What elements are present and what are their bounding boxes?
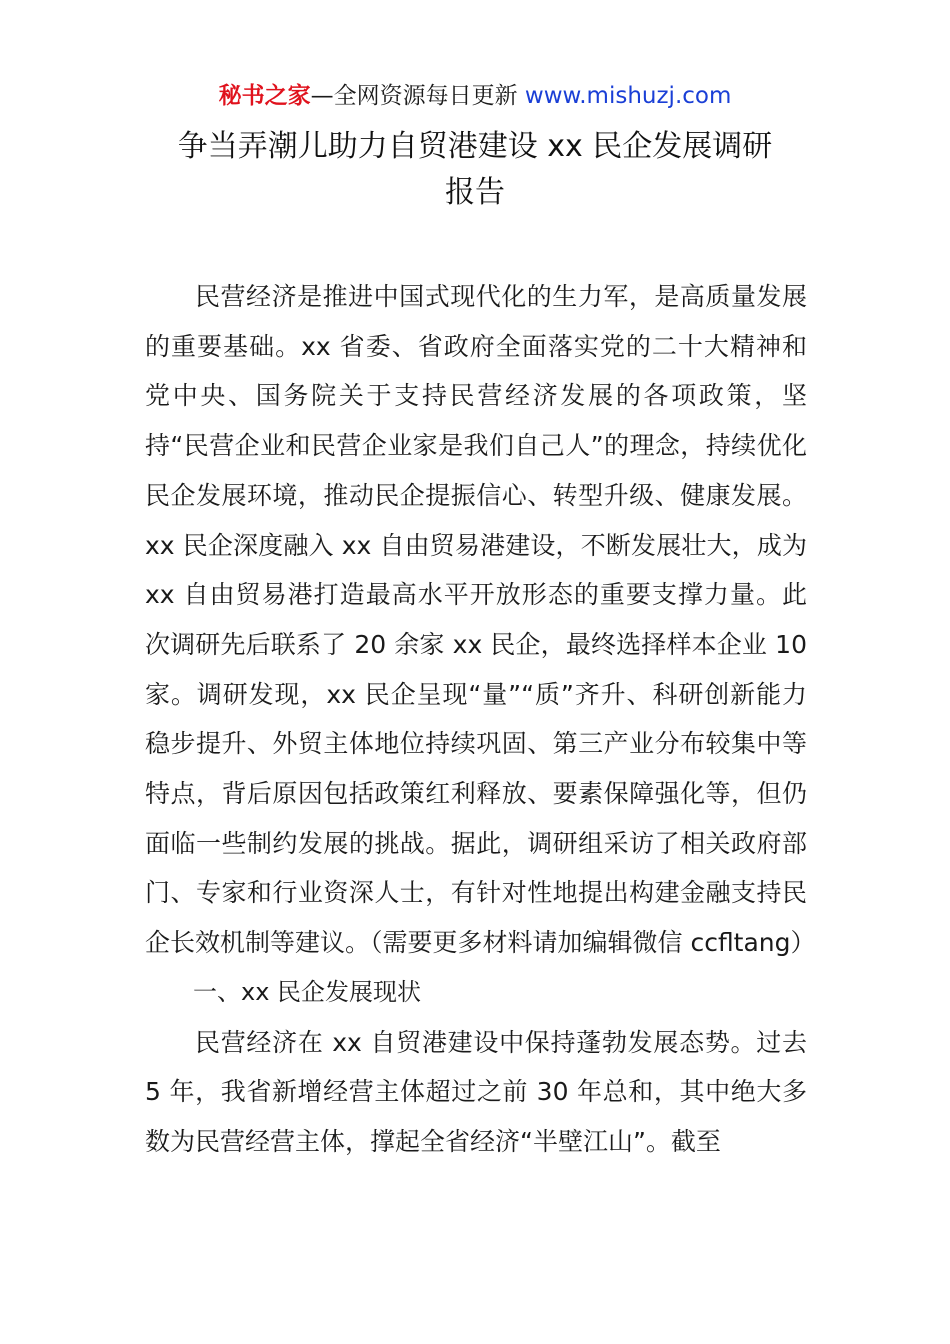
site-tagline: —全网资源每日更新 [310,83,518,109]
document-title-line-1: 争当弄潮儿助力自贸港建设 xx 民企发展调研 [177,129,773,164]
document-body [145,272,816,1167]
site-url-link[interactable]: www.mishuzj.com [524,83,732,109]
section-paragraph: 民营经济在 xx 自贸港建设中保持蓬勃发展态势。过去 5 年，我省新增经营主体超过之前 30 年总和，其中绝大多数为民营经营主体，撑起全省经济“半壁江山”。截至 [145,1027,807,1156]
document-title [145,124,805,216]
site-brand: 秘书之家 [218,83,311,109]
intro-paragraph: 民营经济是推进中国式现代化的生力军，是高质量发展的重要基础。xx 省委、省政府全面落实党的二十大精神和党中央、国务院关于支持民营经济发展的各项政策，坚持“民营企业和民营企业家是我们自己人”的理念，持续优化民企发展环境，推动民企提振信心、转型升级、健康发展。xx 民企深度融入 xx 自由贸易港建设，不断发展壮大，成为 xx 自由贸易港打造最高水平开放形态的重要支撑力量。此次调研先后联系了 20 余家 xx 民企，最终选择样本企业 10 家。调研发现，xx 民企呈现“量”“质”齐升、科研创新能力稳步提升、外贸主体地位持续巩固、第三产业分布较集中等特点，背后原因包括政策红利释放、要素保障强化等，但仍面临一些制约发展的挑战。据此，调研组采访了相关政府部门、专家和行业资深人士，有针对性地提出构建金融支持民企长效机制等建议。（需要更多材料请加编辑微信 ccfltang） [145,282,816,958]
document-title-line-2: 报告 [445,175,505,210]
section-heading: 一、xx 民企发展现状 [193,977,422,1006]
site-header [0,80,950,112]
